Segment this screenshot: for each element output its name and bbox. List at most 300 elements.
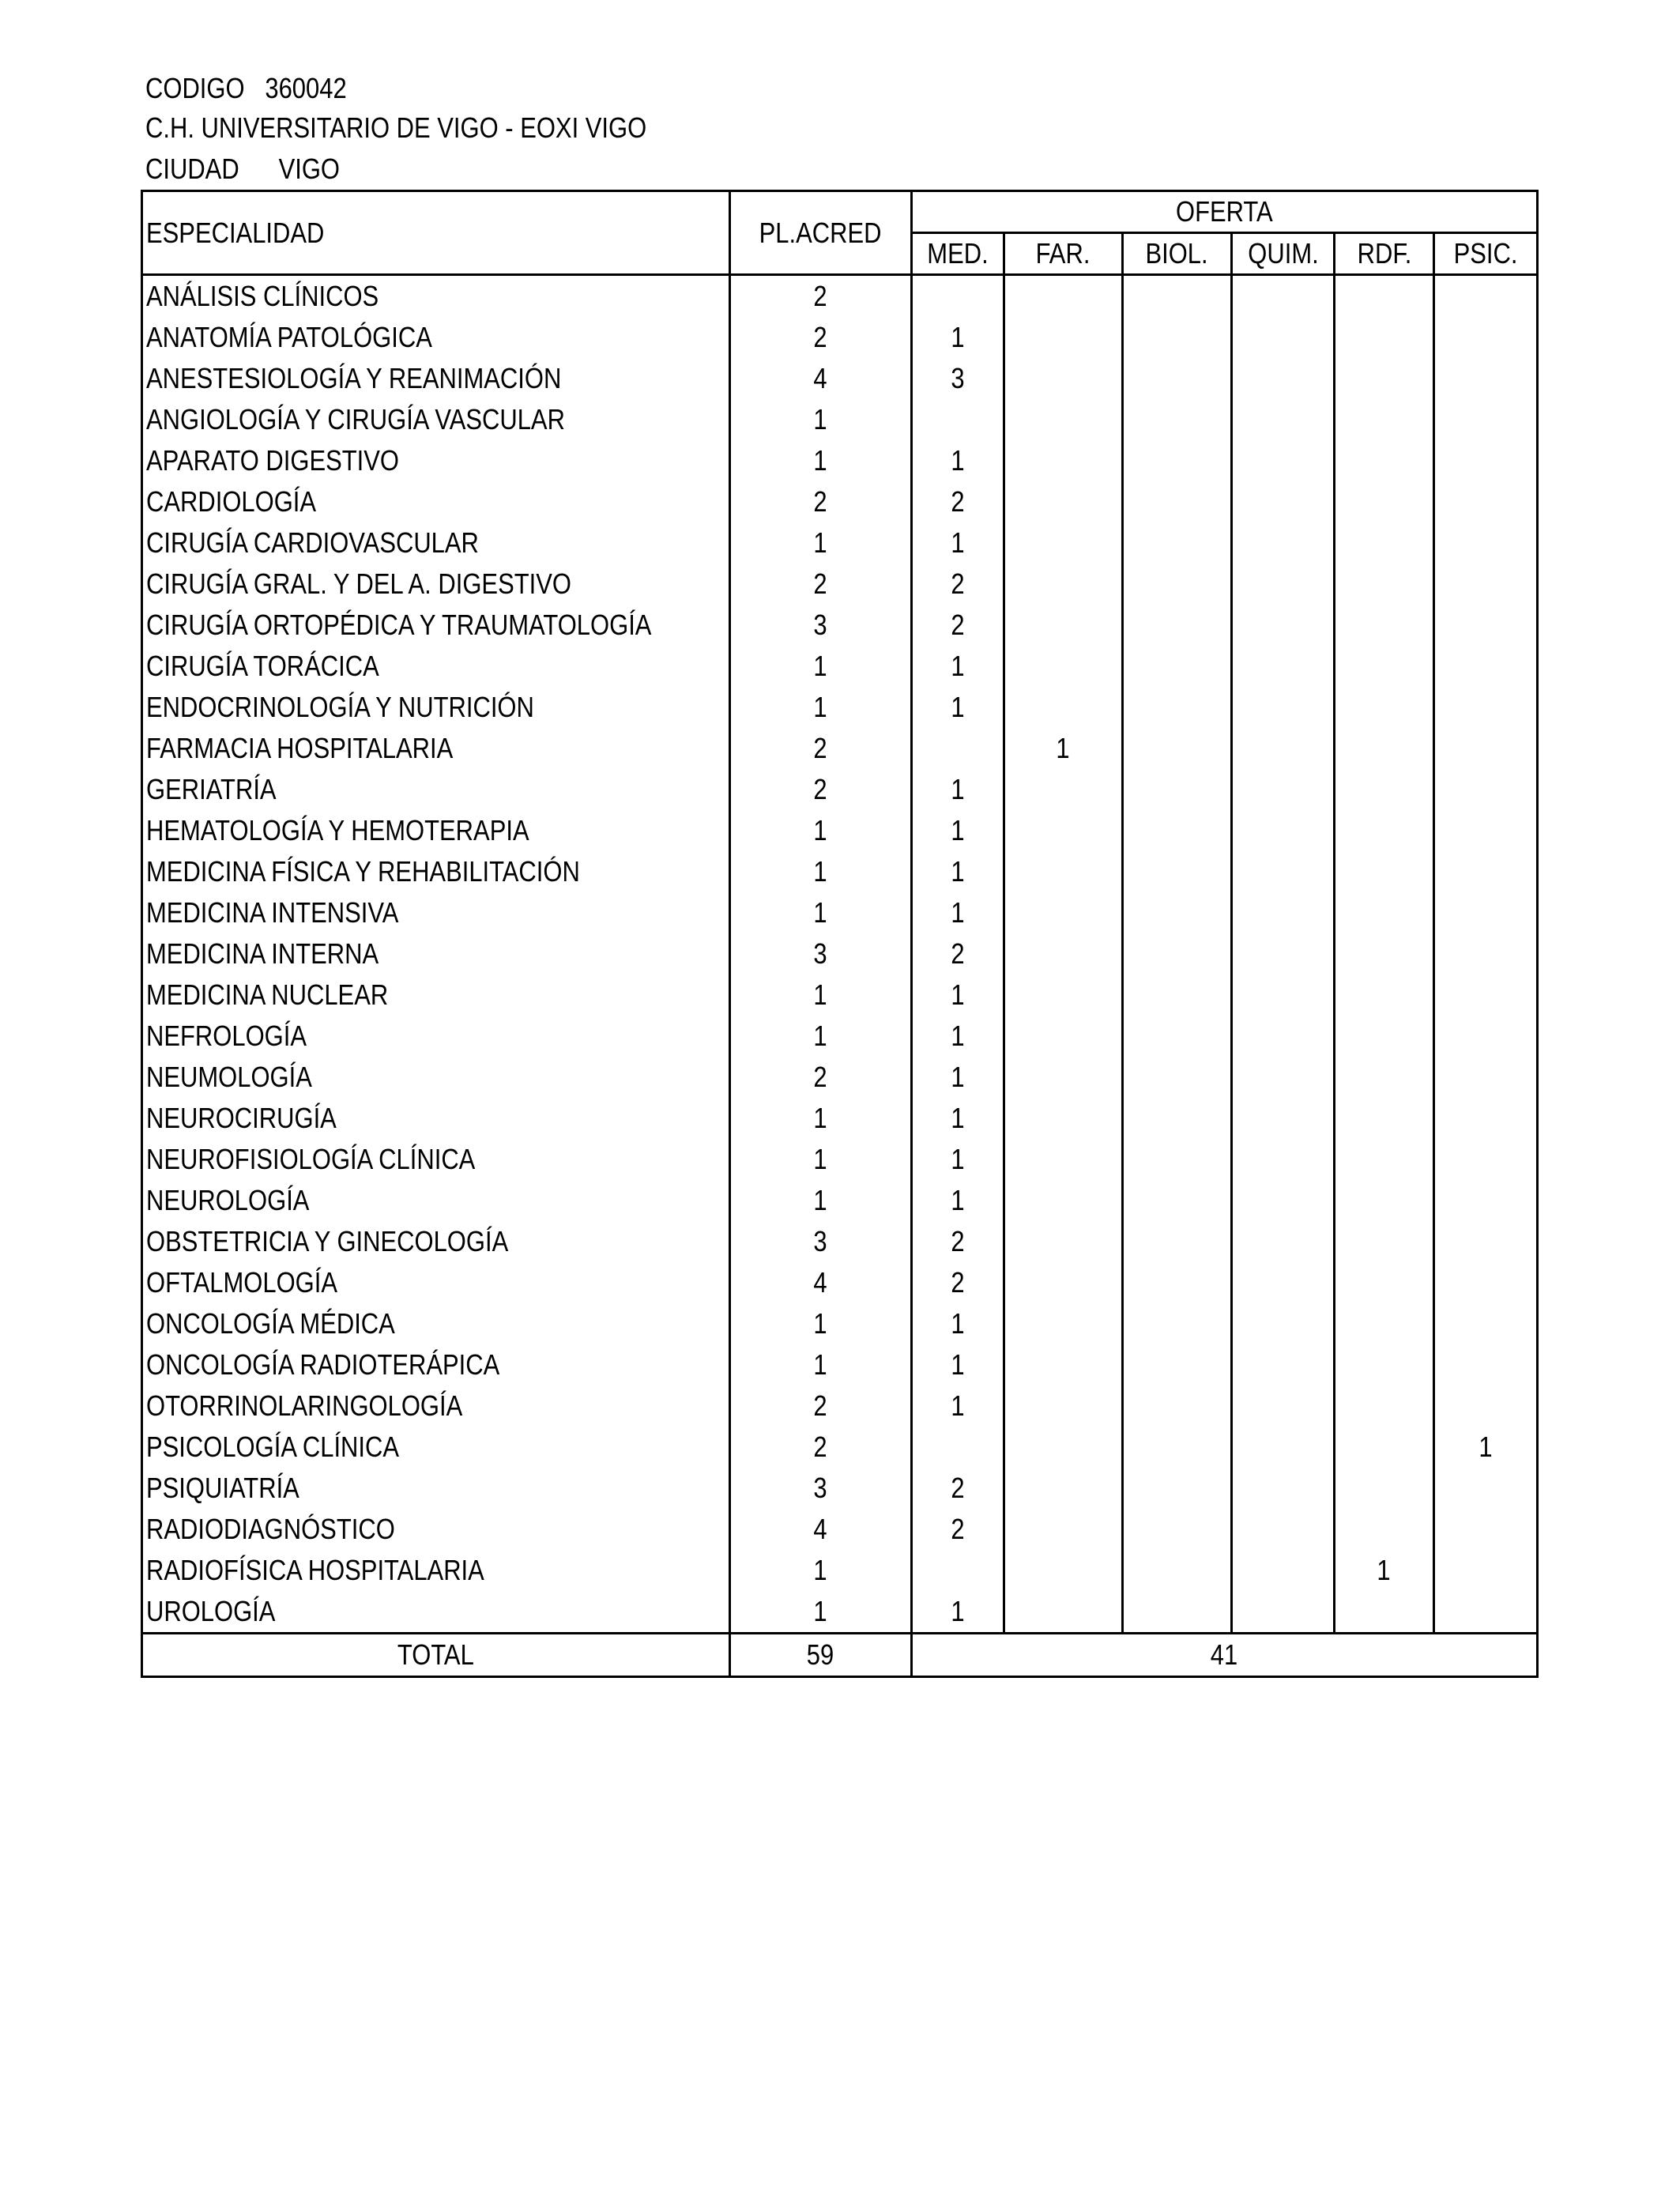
cell-psic xyxy=(1434,1591,1538,1634)
cell-rdf xyxy=(1335,1139,1434,1180)
table-row xyxy=(142,522,1538,564)
cell-biol xyxy=(1123,933,1232,974)
cell-especialidad: CIRUGÍA ORTOPÉDICA Y TRAUMATOLOGÍA xyxy=(142,605,730,646)
cell-placred: 4 xyxy=(730,358,912,399)
cell-far xyxy=(1004,1427,1123,1468)
cell-placred: 1 xyxy=(730,1550,912,1591)
cell-biol xyxy=(1123,317,1232,358)
cell-far xyxy=(1004,1262,1123,1303)
cell-especialidad: FARMACIA HOSPITALARIA xyxy=(142,728,730,769)
cell-biol xyxy=(1123,1385,1232,1427)
cell-rdf xyxy=(1335,317,1434,358)
cell-far xyxy=(1004,317,1123,358)
cell-placred: 1 xyxy=(730,1591,912,1634)
cell-placred: 1 xyxy=(730,1016,912,1057)
cell-psic xyxy=(1434,440,1538,481)
cell-quim xyxy=(1232,769,1335,810)
cell-placred: 2 xyxy=(730,481,912,522)
cell-med: 2 xyxy=(912,564,1004,605)
cell-placred: 3 xyxy=(730,605,912,646)
cell-especialidad: NEUROFISIOLOGÍA CLÍNICA xyxy=(142,1139,730,1180)
cell-biol xyxy=(1123,522,1232,564)
table-row xyxy=(142,275,1538,318)
cell-psic xyxy=(1434,522,1538,564)
cell-quim xyxy=(1232,1509,1335,1550)
cell-med: 1 xyxy=(912,810,1004,851)
cell-rdf xyxy=(1335,1427,1434,1468)
table-row xyxy=(142,810,1538,851)
cell-rdf xyxy=(1335,1221,1434,1262)
table-row xyxy=(142,1591,1538,1634)
cell-placred: 3 xyxy=(730,1221,912,1262)
cell-far xyxy=(1004,1016,1123,1057)
cell-far xyxy=(1004,1468,1123,1509)
cell-rdf xyxy=(1335,358,1434,399)
cell-psic xyxy=(1434,1509,1538,1550)
cell-especialidad: CIRUGÍA GRAL. Y DEL A. DIGESTIVO xyxy=(142,564,730,605)
cell-quim xyxy=(1232,1344,1335,1385)
cell-far xyxy=(1004,769,1123,810)
table-row xyxy=(142,728,1538,769)
cell-placred: 4 xyxy=(730,1262,912,1303)
cell-psic xyxy=(1434,974,1538,1016)
col-header-especialidad: ESPECIALIDAD xyxy=(142,191,730,275)
cell-biol xyxy=(1123,1098,1232,1139)
cell-placred: 1 xyxy=(730,687,912,728)
cell-far xyxy=(1004,1180,1123,1221)
cell-rdf xyxy=(1335,1303,1434,1344)
cell-rdf xyxy=(1335,1057,1434,1098)
cell-biol xyxy=(1123,481,1232,522)
col-header-far: FAR. xyxy=(1004,233,1123,275)
total-placred: 59 xyxy=(730,1634,912,1677)
table-row xyxy=(142,1468,1538,1509)
cell-quim xyxy=(1232,1303,1335,1344)
cell-psic: 1 xyxy=(1434,1427,1538,1468)
table-row xyxy=(142,1098,1538,1139)
cell-psic xyxy=(1434,1550,1538,1591)
cell-especialidad: ANATOMÍA PATOLÓGICA xyxy=(142,317,730,358)
cell-med xyxy=(912,1550,1004,1591)
col-header-rdf: RDF. xyxy=(1335,233,1434,275)
table-header xyxy=(142,191,1538,275)
cell-far xyxy=(1004,275,1123,318)
table-row xyxy=(142,1550,1538,1591)
cell-psic xyxy=(1434,1344,1538,1385)
table-row xyxy=(142,317,1538,358)
cell-quim xyxy=(1232,1057,1335,1098)
cell-psic xyxy=(1434,481,1538,522)
table-row xyxy=(142,1180,1538,1221)
cell-biol xyxy=(1123,1180,1232,1221)
cell-biol xyxy=(1123,1016,1232,1057)
cell-psic xyxy=(1434,1016,1538,1057)
cell-med: 1 xyxy=(912,892,1004,933)
cell-med: 1 xyxy=(912,522,1004,564)
cell-placred: 1 xyxy=(730,1303,912,1344)
cell-especialidad: MEDICINA NUCLEAR xyxy=(142,974,730,1016)
col-header-placred: PL.ACRED xyxy=(730,191,912,275)
cell-quim xyxy=(1232,1591,1335,1634)
cell-far xyxy=(1004,440,1123,481)
cell-med xyxy=(912,728,1004,769)
cell-quim xyxy=(1232,728,1335,769)
cell-quim xyxy=(1232,1550,1335,1591)
cell-far xyxy=(1004,974,1123,1016)
cell-psic xyxy=(1434,564,1538,605)
cell-med: 1 xyxy=(912,1180,1004,1221)
cell-med: 1 xyxy=(912,1303,1004,1344)
cell-especialidad: HEMATOLOGÍA Y HEMOTERAPIA xyxy=(142,810,730,851)
cell-rdf xyxy=(1335,933,1434,974)
cell-placred: 1 xyxy=(730,399,912,440)
cell-psic xyxy=(1434,1057,1538,1098)
cell-psic xyxy=(1434,1221,1538,1262)
cell-med xyxy=(912,275,1004,318)
cell-quim xyxy=(1232,1098,1335,1139)
table-row xyxy=(142,1262,1538,1303)
cell-med: 1 xyxy=(912,851,1004,892)
col-header-med: MED. xyxy=(912,233,1004,275)
cell-far xyxy=(1004,522,1123,564)
table-footer xyxy=(142,1634,1538,1677)
cell-rdf xyxy=(1335,810,1434,851)
cell-rdf xyxy=(1335,1098,1434,1139)
ciudad-line xyxy=(145,153,340,185)
cell-biol xyxy=(1123,1139,1232,1180)
cell-psic xyxy=(1434,851,1538,892)
cell-biol xyxy=(1123,646,1232,687)
cell-psic xyxy=(1434,1098,1538,1139)
cell-med: 1 xyxy=(912,1385,1004,1427)
cell-quim xyxy=(1232,481,1335,522)
cell-biol xyxy=(1123,1262,1232,1303)
codigo-label: CODIGO xyxy=(145,72,245,104)
cell-med: 3 xyxy=(912,358,1004,399)
cell-psic xyxy=(1434,358,1538,399)
cell-med: 1 xyxy=(912,974,1004,1016)
cell-rdf xyxy=(1335,892,1434,933)
cell-med: 2 xyxy=(912,1262,1004,1303)
cell-med: 1 xyxy=(912,1057,1004,1098)
cell-rdf xyxy=(1335,1468,1434,1509)
cell-biol xyxy=(1123,1509,1232,1550)
cell-especialidad: APARATO DIGESTIVO xyxy=(142,440,730,481)
cell-biol xyxy=(1123,851,1232,892)
col-header-quim: QUIM. xyxy=(1232,233,1335,275)
cell-especialidad: RADIOFÍSICA HOSPITALARIA xyxy=(142,1550,730,1591)
cell-rdf xyxy=(1335,646,1434,687)
cell-especialidad: NEFROLOGÍA xyxy=(142,1016,730,1057)
cell-placred: 2 xyxy=(730,1385,912,1427)
cell-rdf xyxy=(1335,605,1434,646)
cell-rdf xyxy=(1335,1262,1434,1303)
table-row xyxy=(142,399,1538,440)
cell-med: 2 xyxy=(912,1468,1004,1509)
cell-biol xyxy=(1123,728,1232,769)
cell-psic xyxy=(1434,933,1538,974)
cell-placred: 2 xyxy=(730,1427,912,1468)
ciudad-label: CIUDAD xyxy=(145,153,239,185)
cell-biol xyxy=(1123,1468,1232,1509)
cell-quim xyxy=(1232,851,1335,892)
table-row xyxy=(142,440,1538,481)
cell-far xyxy=(1004,399,1123,440)
cell-rdf xyxy=(1335,564,1434,605)
cell-rdf xyxy=(1335,399,1434,440)
cell-psic xyxy=(1434,1385,1538,1427)
cell-far xyxy=(1004,358,1123,399)
cell-especialidad: ANÁLISIS CLÍNICOS xyxy=(142,275,730,318)
cell-biol xyxy=(1123,1057,1232,1098)
cell-especialidad: OBSTETRICIA Y GINECOLOGÍA xyxy=(142,1221,730,1262)
cell-especialidad: PSIQUIATRÍA xyxy=(142,1468,730,1509)
cell-med: 1 xyxy=(912,687,1004,728)
cell-placred: 2 xyxy=(730,728,912,769)
cell-med: 2 xyxy=(912,1221,1004,1262)
cell-rdf xyxy=(1335,522,1434,564)
cell-quim xyxy=(1232,810,1335,851)
cell-quim xyxy=(1232,440,1335,481)
table-row xyxy=(142,1385,1538,1427)
table-body xyxy=(142,275,1538,1634)
cell-far xyxy=(1004,605,1123,646)
cell-med: 2 xyxy=(912,933,1004,974)
table-row xyxy=(142,646,1538,687)
cell-rdf xyxy=(1335,769,1434,810)
cell-far xyxy=(1004,1139,1123,1180)
cell-far xyxy=(1004,646,1123,687)
table-row xyxy=(142,933,1538,974)
cell-especialidad: CARDIOLOGÍA xyxy=(142,481,730,522)
cell-quim xyxy=(1232,646,1335,687)
cell-placred: 2 xyxy=(730,275,912,318)
cell-psic xyxy=(1434,769,1538,810)
hospital-name: C.H. UNIVERSITARIO DE VIGO - EOXI VIGO xyxy=(145,111,647,144)
cell-quim xyxy=(1232,1016,1335,1057)
table-row xyxy=(142,687,1538,728)
table-row xyxy=(142,1509,1538,1550)
cell-psic xyxy=(1434,317,1538,358)
cell-psic xyxy=(1434,646,1538,687)
cell-especialidad: RADIODIAGNÓSTICO xyxy=(142,1509,730,1550)
table-row xyxy=(142,481,1538,522)
cell-placred: 1 xyxy=(730,646,912,687)
cell-placred: 2 xyxy=(730,317,912,358)
codigo-value: 360042 xyxy=(265,72,347,104)
table-row xyxy=(142,974,1538,1016)
cell-biol xyxy=(1123,564,1232,605)
table-row xyxy=(142,1016,1538,1057)
cell-far xyxy=(1004,1057,1123,1098)
total-row xyxy=(142,1634,1538,1677)
col-header-biol: BIOL. xyxy=(1123,233,1232,275)
cell-quim xyxy=(1232,399,1335,440)
cell-quim xyxy=(1232,1468,1335,1509)
cell-psic xyxy=(1434,687,1538,728)
cell-rdf xyxy=(1335,275,1434,318)
table-row xyxy=(142,892,1538,933)
cell-rdf xyxy=(1335,687,1434,728)
cell-especialidad: ENDOCRINOLOGÍA Y NUTRICIÓN xyxy=(142,687,730,728)
cell-biol xyxy=(1123,1550,1232,1591)
cell-placred: 2 xyxy=(730,769,912,810)
cell-placred: 1 xyxy=(730,1098,912,1139)
cell-med: 1 xyxy=(912,646,1004,687)
cell-med: 1 xyxy=(912,440,1004,481)
cell-biol xyxy=(1123,1427,1232,1468)
cell-biol xyxy=(1123,769,1232,810)
cell-far xyxy=(1004,892,1123,933)
cell-far xyxy=(1004,481,1123,522)
cell-far xyxy=(1004,1303,1123,1344)
cell-rdf: 1 xyxy=(1335,1550,1434,1591)
cell-placred: 4 xyxy=(730,1509,912,1550)
cell-psic xyxy=(1434,399,1538,440)
cell-quim xyxy=(1232,892,1335,933)
cell-far xyxy=(1004,564,1123,605)
cell-med: 1 xyxy=(912,317,1004,358)
cell-quim xyxy=(1232,1385,1335,1427)
cell-quim xyxy=(1232,1262,1335,1303)
table-row xyxy=(142,564,1538,605)
cell-biol xyxy=(1123,605,1232,646)
cell-quim xyxy=(1232,933,1335,974)
cell-rdf xyxy=(1335,1385,1434,1427)
table-row xyxy=(142,769,1538,810)
cell-placred: 3 xyxy=(730,1468,912,1509)
cell-quim xyxy=(1232,687,1335,728)
cell-placred: 1 xyxy=(730,892,912,933)
cell-especialidad: MEDICINA INTERNA xyxy=(142,933,730,974)
cell-med: 1 xyxy=(912,1344,1004,1385)
cell-psic xyxy=(1434,810,1538,851)
cell-med xyxy=(912,399,1004,440)
table-row xyxy=(142,851,1538,892)
cell-quim xyxy=(1232,1139,1335,1180)
total-oferta: 41 xyxy=(912,1634,1538,1677)
cell-especialidad: PSICOLOGÍA CLÍNICA xyxy=(142,1427,730,1468)
cell-especialidad: ANESTESIOLOGÍA Y REANIMACIÓN xyxy=(142,358,730,399)
total-label: TOTAL xyxy=(142,1634,730,1677)
cell-biol xyxy=(1123,892,1232,933)
cell-quim xyxy=(1232,522,1335,564)
table-row xyxy=(142,1427,1538,1468)
cell-quim xyxy=(1232,1427,1335,1468)
cell-especialidad: ANGIOLOGÍA Y CIRUGÍA VASCULAR xyxy=(142,399,730,440)
cell-especialidad: NEUROCIRUGÍA xyxy=(142,1098,730,1139)
cell-biol xyxy=(1123,974,1232,1016)
col-header-oferta: OFERTA xyxy=(912,191,1538,233)
cell-med: 2 xyxy=(912,605,1004,646)
cell-med: 2 xyxy=(912,1509,1004,1550)
cell-psic xyxy=(1434,1468,1538,1509)
cell-rdf xyxy=(1335,1591,1434,1634)
cell-far xyxy=(1004,1385,1123,1427)
cell-placred: 1 xyxy=(730,810,912,851)
cell-placred: 1 xyxy=(730,440,912,481)
cell-especialidad: CIRUGÍA CARDIOVASCULAR xyxy=(142,522,730,564)
cell-far xyxy=(1004,933,1123,974)
cell-psic xyxy=(1434,728,1538,769)
table-row xyxy=(142,358,1538,399)
cell-especialidad: GERIATRÍA xyxy=(142,769,730,810)
cell-quim xyxy=(1232,1180,1335,1221)
cell-far: 1 xyxy=(1004,728,1123,769)
cell-far xyxy=(1004,1550,1123,1591)
cell-psic xyxy=(1434,605,1538,646)
cell-especialidad: NEUMOLOGÍA xyxy=(142,1057,730,1098)
cell-quim xyxy=(1232,1221,1335,1262)
table-row xyxy=(142,1057,1538,1098)
cell-biol xyxy=(1123,440,1232,481)
cell-placred: 2 xyxy=(730,564,912,605)
cell-rdf xyxy=(1335,728,1434,769)
cell-far xyxy=(1004,1591,1123,1634)
cell-biol xyxy=(1123,1344,1232,1385)
cell-psic xyxy=(1434,1262,1538,1303)
cell-placred: 2 xyxy=(730,1057,912,1098)
cell-especialidad: NEUROLOGÍA xyxy=(142,1180,730,1221)
cell-biol xyxy=(1123,358,1232,399)
cell-especialidad: UROLOGÍA xyxy=(142,1591,730,1634)
cell-especialidad: ONCOLOGÍA MÉDICA xyxy=(142,1303,730,1344)
cell-rdf xyxy=(1335,1180,1434,1221)
cell-med: 1 xyxy=(912,1591,1004,1634)
cell-far xyxy=(1004,1221,1123,1262)
cell-especialidad: MEDICINA INTENSIVA xyxy=(142,892,730,933)
cell-especialidad: CIRUGÍA TORÁCICA xyxy=(142,646,730,687)
cell-placred: 1 xyxy=(730,1139,912,1180)
cell-biol xyxy=(1123,1303,1232,1344)
col-header-psic: PSIC. xyxy=(1434,233,1538,275)
cell-rdf xyxy=(1335,481,1434,522)
cell-psic xyxy=(1434,1180,1538,1221)
cell-psic xyxy=(1434,1139,1538,1180)
codigo-line xyxy=(145,73,347,104)
cell-far xyxy=(1004,1098,1123,1139)
cell-psic xyxy=(1434,275,1538,318)
ciudad-value: VIGO xyxy=(278,153,341,185)
cell-rdf xyxy=(1335,974,1434,1016)
cell-quim xyxy=(1232,974,1335,1016)
table-row xyxy=(142,1139,1538,1180)
cell-quim xyxy=(1232,317,1335,358)
cell-especialidad: MEDICINA FÍSICA Y REHABILITACIÓN xyxy=(142,851,730,892)
cell-med: 2 xyxy=(912,481,1004,522)
cell-placred: 1 xyxy=(730,851,912,892)
cell-med: 1 xyxy=(912,1139,1004,1180)
cell-rdf xyxy=(1335,851,1434,892)
cell-med: 1 xyxy=(912,769,1004,810)
cell-far xyxy=(1004,1509,1123,1550)
cell-especialidad: ONCOLOGÍA RADIOTERÁPICA xyxy=(142,1344,730,1385)
cell-rdf xyxy=(1335,440,1434,481)
cell-med: 1 xyxy=(912,1098,1004,1139)
cell-psic xyxy=(1434,1303,1538,1344)
cell-quim xyxy=(1232,605,1335,646)
cell-quim xyxy=(1232,275,1335,318)
cell-placred: 1 xyxy=(730,1344,912,1385)
cell-psic xyxy=(1434,892,1538,933)
cell-quim xyxy=(1232,358,1335,399)
cell-rdf xyxy=(1335,1016,1434,1057)
cell-far xyxy=(1004,687,1123,728)
cell-quim xyxy=(1232,564,1335,605)
cell-biol xyxy=(1123,810,1232,851)
plazas-table xyxy=(141,190,1539,1678)
cell-biol xyxy=(1123,1221,1232,1262)
